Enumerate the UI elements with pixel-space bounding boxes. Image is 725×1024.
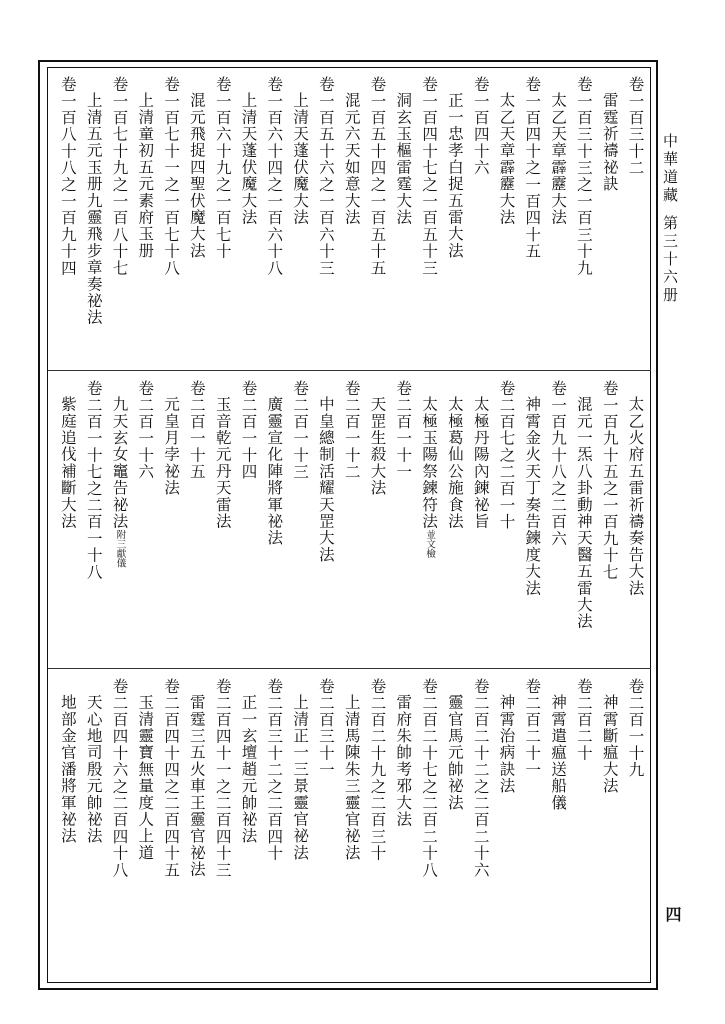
scripture-title: 天罡生殺大法 <box>368 396 387 497</box>
volume-range: 卷一百三十二 <box>626 76 645 177</box>
scripture-title: 正一忠孝白捉五雷大法 <box>445 92 464 259</box>
scripture-title: 洞玄玉樞雷霆大法 <box>394 92 413 226</box>
scripture-title: 太乙天章霹靂大法 <box>497 92 516 226</box>
volume-range: 卷二百一十九 <box>626 678 645 779</box>
volume-range: 卷一百五十四之一百五十五 <box>368 76 387 277</box>
volume-range: 卷一百六十九之一百七十 <box>213 76 232 260</box>
scripture-title: 雷霆祈禱祕訣 <box>600 92 619 193</box>
scripture-title: 中皇總制活耀天罡大法 <box>316 396 335 563</box>
volume-range: 卷二百四十四之二百四十五 <box>162 678 181 879</box>
scripture-title: 太極葛仙公施食法 <box>445 396 464 530</box>
scripture-title: 上清五元玉册九靈飛步章奏祕法 <box>84 92 103 326</box>
volume-range: 卷二百二十二之二百二十六 <box>471 678 490 879</box>
volume-range: 卷二百三十二之二百四十 <box>265 678 284 862</box>
volume-range: 卷一百七十一之一百七十八 <box>162 76 181 277</box>
volume-range: 卷一百六十四之一百六十八 <box>265 76 284 277</box>
scripture-title: 地部金官潘將軍祕法 <box>58 694 77 845</box>
scripture-title: 靈官馬元帥祕法 <box>445 694 464 811</box>
scripture-title: 上清馬陳朱三靈官祕法 <box>342 694 361 861</box>
scripture-title: 玉音乾元丹天雷法 <box>213 396 232 530</box>
volume-range: 卷二百一十二 <box>342 380 361 481</box>
volume-label: 第三十六册 <box>661 215 679 305</box>
annotation-note: 並文檢 <box>424 529 436 559</box>
scripture-title: 混元一炁八卦動神天醫五雷大法 <box>574 396 593 630</box>
volume-range: 卷二百二十一 <box>523 678 542 779</box>
scripture-title: 上清天蓬伏魔大法 <box>239 92 258 226</box>
volume-range: 卷二百二十七之二百二十八 <box>420 678 439 879</box>
volume-range: 卷二百一十五 <box>187 380 206 481</box>
scripture-title: 混元六天如意大法 <box>342 92 361 226</box>
page-number: 四 <box>663 906 682 922</box>
scripture-title: 天心地司殷元帥祕法 <box>84 694 103 845</box>
scripture-title: 神霄遣瘟送船儀 <box>549 694 568 811</box>
volume-range: 卷二百一十六 <box>136 380 155 481</box>
scripture-title: 雷府朱帥考邪大法 <box>394 694 413 828</box>
volume-range: 卷二百二十 <box>574 678 593 762</box>
volume-range: 卷二百四十一之二百四十三 <box>213 678 232 879</box>
volume-range: 卷一百四十六 <box>471 76 490 177</box>
volume-range: 卷二百二十九之二百三十 <box>368 678 387 862</box>
volume-range: 卷一百九十八之二百六 <box>549 380 568 547</box>
volume-range: 卷一百四十七之一百五十三 <box>420 76 439 277</box>
volume-range: 卷一百三十三之一百三十九 <box>574 76 593 277</box>
scripture-title: 上清正一三景靈官祕法 <box>291 694 310 861</box>
running-header <box>662 133 677 305</box>
volume-range: 卷二百一十三 <box>291 380 310 481</box>
volume-range: 卷一百七十九之一百八十七 <box>110 76 129 277</box>
block-divider-2 <box>48 668 651 669</box>
volume-range: 卷二百一十一 <box>394 380 413 481</box>
volume-range: 卷二百一十四 <box>239 380 258 481</box>
scripture-title: 廣靈宣化陣將軍祕法 <box>265 396 284 547</box>
scripture-title: 太極玉陽祭鍊符法並文檢 <box>420 396 439 559</box>
volume-range: 卷一百八十八之一百九十四 <box>58 76 77 277</box>
scripture-title: 神霄斷瘟大法 <box>600 694 619 795</box>
scripture-title: 上清天蓬伏魔大法 <box>291 92 310 226</box>
scripture-title: 九天玄女竈告祕法附三獻儀 <box>110 396 129 568</box>
volume-range: 卷二百七之二百一十 <box>497 380 516 531</box>
annotation-note: 附三獻儀 <box>114 529 126 568</box>
scripture-title: 上清童初五元素府玉册 <box>136 92 155 259</box>
block-divider-1 <box>48 370 651 371</box>
scripture-title: 太乙天章霹靂大法 <box>549 92 568 226</box>
scripture-title: 太乙火府五雷祈禱奏告大法 <box>626 396 645 597</box>
scripture-title: 神霄金火天丁奏告鍊度大法 <box>523 396 542 597</box>
volume-range: 卷一百五十六之一百六十三 <box>316 76 335 277</box>
scripture-title: 混元飛捉四聖伏魔大法 <box>187 92 206 259</box>
scripture-title: 正一玄壇趙元帥祕法 <box>239 694 258 845</box>
volume-range: 卷二百四十六之二百四十八 <box>110 678 129 879</box>
volume-range: 卷二百三十一 <box>316 678 335 779</box>
volume-range: 卷一百四十之一百四十五 <box>523 76 542 260</box>
scripture-title: 元皇月孛祕法 <box>162 396 181 497</box>
scripture-title: 神霄治病訣法 <box>497 694 516 795</box>
scripture-title: 太極丹陽內鍊祕旨 <box>471 396 490 530</box>
volume-range: 卷二百一十七之二百一十八 <box>84 380 103 581</box>
scripture-title: 紫庭追伐補斷大法 <box>58 396 77 530</box>
book-title: 中華道藏 <box>661 133 679 205</box>
scripture-title: 玉清靈寶無量度人上道 <box>136 694 155 861</box>
volume-range: 卷一百九十五之一百九十七 <box>600 380 619 581</box>
scripture-title: 雷霆三五火車王靈官祕法 <box>187 694 206 878</box>
